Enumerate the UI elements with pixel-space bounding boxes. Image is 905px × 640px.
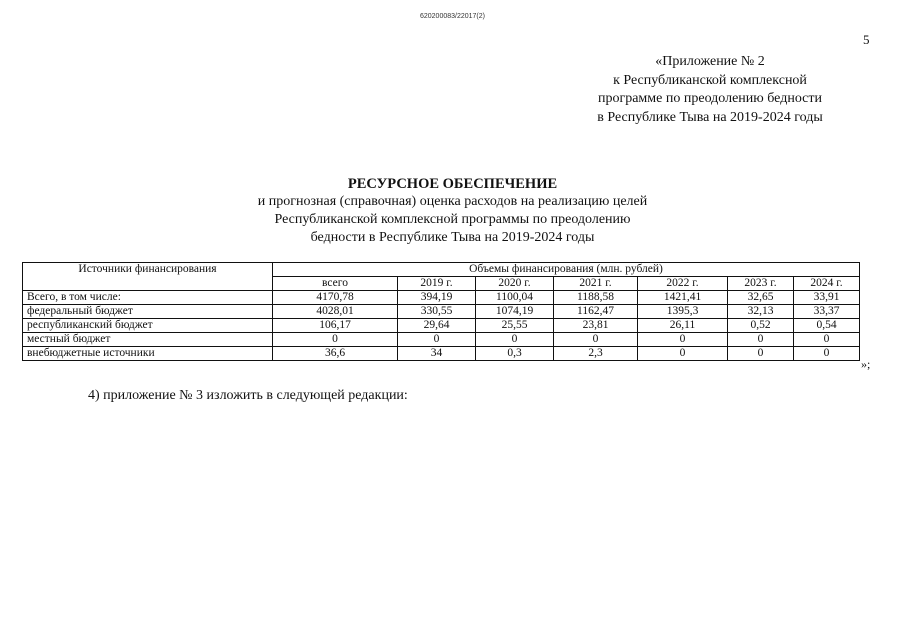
value-cell: 26,11 — [638, 319, 728, 333]
value-cell: 0,3 — [476, 347, 554, 361]
value-cell: 32,13 — [728, 305, 794, 319]
value-cell: 4028,01 — [273, 305, 398, 319]
value-cell: 1188,58 — [554, 291, 638, 305]
value-cell: 0 — [273, 333, 398, 347]
value-cell: 4170,78 — [273, 291, 398, 305]
value-cell: 0 — [638, 333, 728, 347]
appendix-line-3: программе по преодолению бедности — [597, 91, 822, 106]
column-header: 2022 г. — [638, 277, 728, 291]
value-cell: 1162,47 — [554, 305, 638, 319]
document-title — [150, 175, 755, 247]
closing-quote: »; — [861, 357, 871, 371]
value-cell: 23,81 — [554, 319, 638, 333]
value-cell: 0 — [398, 333, 476, 347]
column-header: 2024 г. — [794, 277, 860, 291]
title-line-4: бедности в Республике Тыва на 2019-2024 годы — [310, 230, 595, 245]
value-cell: 0 — [554, 333, 638, 347]
title-main: РЕСУРСНОЕ ОБЕСПЕЧЕНИЕ — [347, 176, 558, 192]
appendix-header — [560, 53, 860, 127]
value-cell: 0,52 — [728, 319, 794, 333]
column-header: 2020 г. — [476, 277, 554, 291]
value-cell: 394,19 — [398, 291, 476, 305]
value-cell: 106,17 — [273, 319, 398, 333]
appendix-line-2: к Республиканской комплексной — [613, 72, 807, 88]
column-header: 2023 г. — [728, 277, 794, 291]
value-cell: 33,91 — [794, 291, 860, 305]
value-cell: 0,54 — [794, 319, 860, 333]
table-row — [23, 319, 860, 333]
value-cell: 330,55 — [398, 305, 476, 319]
value-cell: 25,55 — [476, 319, 554, 333]
table-row — [23, 347, 860, 361]
value-cell: 32,65 — [728, 291, 794, 305]
value-cell: 0 — [728, 347, 794, 361]
source-cell: федеральный бюджет — [23, 305, 273, 319]
value-cell: 0 — [794, 347, 860, 361]
volume-header: Объемы финансирования (млн. рублей) — [273, 263, 860, 277]
source-cell: внебюджетные источники — [23, 347, 273, 361]
value-cell: 1395,3 — [638, 305, 728, 319]
table-row — [23, 291, 860, 305]
page-number: 5 — [863, 32, 870, 47]
title-line-3: Республиканской комплексной программы по преодолению — [274, 212, 631, 227]
source-cell: местный бюджет — [23, 333, 273, 347]
table-row — [23, 333, 860, 347]
value-cell: 0 — [794, 333, 860, 347]
document-code: 620200083/22017(2) — [419, 13, 485, 20]
appendix-line-4: в Республике Тыва на 2019-2024 годы — [597, 109, 823, 125]
value-cell: 36,6 — [273, 347, 398, 361]
value-cell: 33,37 — [794, 305, 860, 319]
table-row — [23, 305, 860, 319]
value-cell: 2,3 — [554, 347, 638, 361]
value-cell: 34 — [398, 347, 476, 361]
financing-table — [22, 262, 860, 361]
value-cell: 0 — [638, 347, 728, 361]
source-cell: Всего, в том числе: — [23, 291, 273, 305]
table-header-row — [23, 263, 860, 277]
value-cell: 0 — [728, 333, 794, 347]
column-header: всего — [273, 277, 398, 291]
value-cell: 29,64 — [398, 319, 476, 333]
instruction-text: 4) приложение № 3 изложить в следующей редакции: — [88, 388, 408, 403]
appendix-line-1: «Приложение № 2 — [655, 54, 765, 69]
value-cell: 1100,04 — [476, 291, 554, 305]
source-cell: республиканский бюджет — [23, 319, 273, 333]
value-cell: 1421,41 — [638, 291, 728, 305]
value-cell: 1074,19 — [476, 305, 554, 319]
title-line-2: и прогнозная (справочная) оценка расходов на реализацию целей — [257, 194, 648, 209]
column-header: 2019 г. — [398, 277, 476, 291]
value-cell: 0 — [476, 333, 554, 347]
source-header: Источники финансирования — [23, 263, 273, 291]
column-header: 2021 г. — [554, 277, 638, 291]
